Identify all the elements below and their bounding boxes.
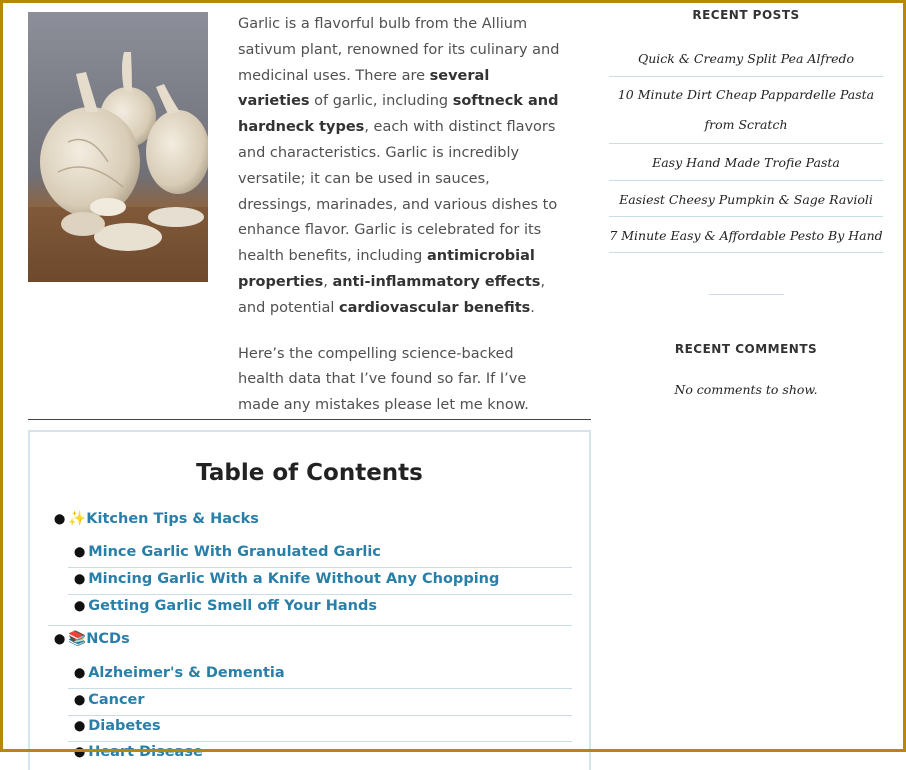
toc-separator: [68, 715, 572, 716]
intro-text-run: Garlic is a flavorful bulb from the Allium sativum plant, renowned for its culinary and medicinal uses. There are: [238, 16, 560, 84]
content-divider: [28, 419, 591, 420]
post-separator: [609, 216, 883, 217]
intro-paragraph-1: [238, 12, 560, 322]
intro-bold-phrase: softneck and hardneck types: [238, 93, 559, 136]
toc-separator: [68, 567, 572, 568]
toc-item-label: Heart Disease: [88, 744, 203, 760]
no-comments-text: No comments to show.: [674, 382, 818, 397]
intro-bold-phrase: anti-inflammatory effects: [332, 273, 541, 290]
toc-section-label: ✨Kitchen Tips & Hacks: [68, 511, 259, 527]
toc-section-separator: [48, 625, 572, 626]
intro-paragraph-2: Here’s the compelling science-backed health data that I’ve found so far. If I’ve made any mistakes please let me know.: [238, 345, 529, 414]
toc-section-link[interactable]: [54, 630, 130, 647]
toc-section-label: 📚NCDs: [68, 631, 130, 647]
toc-item-link[interactable]: [74, 665, 285, 681]
toc-item-label: Mincing Garlic With a Knife Without Any Chopping: [88, 571, 500, 587]
intro-text-run: ,: [323, 273, 333, 290]
post-separator: [609, 143, 883, 144]
toc-item-link[interactable]: [74, 718, 161, 734]
bullet-icon: ⬤: [74, 747, 86, 758]
intro-text-run: of garlic, including: [309, 93, 453, 110]
intro-bold-phrase: several varieties: [238, 67, 490, 110]
bullet-icon: ⬤: [54, 634, 66, 645]
intro-bold-phrase: cardiovascular benefits: [339, 299, 531, 316]
toc-item-label: Mince Garlic With Granulated Garlic: [88, 544, 381, 560]
bullet-icon: ⬤: [54, 514, 66, 525]
bullet-icon: ⬤: [74, 601, 86, 612]
recent-post-link[interactable]: Quick & Creamy Split Pea Alfredo: [637, 51, 854, 66]
toc-item-link[interactable]: [74, 571, 499, 587]
post-separator: [609, 252, 883, 253]
toc-separator: [68, 688, 572, 689]
bullet-icon: ⬤: [74, 547, 86, 558]
intro-bold-phrase: antimicrobial properties: [238, 248, 535, 290]
recent-comments-title: RECENT COMMENTS: [674, 342, 818, 356]
sidebar-divider: [709, 294, 784, 295]
toc-item-label: Cancer: [88, 692, 145, 708]
table-of-contents: [28, 430, 591, 770]
garlic-photo: [28, 12, 208, 282]
bullet-icon: ⬤: [74, 574, 86, 585]
toc-item-link[interactable]: [74, 744, 203, 760]
toc-separator: [68, 741, 572, 742]
toc-item-link[interactable]: [74, 544, 381, 560]
toc-section-link[interactable]: [54, 510, 259, 527]
bullet-icon: ⬤: [74, 668, 86, 679]
toc-item-label: Diabetes: [88, 718, 161, 734]
recent-post-link[interactable]: Easiest Cheesy Pumpkin & Sage Ravioli: [619, 192, 873, 207]
intro-text: [238, 12, 560, 439]
toc-separator: [68, 594, 572, 595]
bullet-icon: ⬤: [74, 695, 86, 706]
intro-text-run: , and potential: [238, 273, 546, 316]
toc-item-label: Getting Garlic Smell off Your Hands: [88, 598, 377, 614]
post-separator: [609, 76, 883, 77]
post-separator: [609, 180, 883, 181]
intro-text-run: , each with distinct flavors and characteristics. Garlic is incredibly versatile; it can be used in sauces, dressings, marinades, and various dishes to enhance flavor. Garlic is celebrated for its health benefits, including: [238, 119, 558, 265]
toc-item-link[interactable]: [74, 598, 377, 614]
recent-post-link[interactable]: Easy Hand Made Trofie Pasta: [652, 155, 840, 170]
toc-item-label: Alzheimer's & Dementia: [88, 665, 285, 681]
recent-posts-title: RECENT POSTS: [692, 8, 800, 22]
bullet-icon: ⬤: [74, 721, 86, 732]
toc-title: Table of Contents: [196, 460, 423, 486]
recent-post-link[interactable]: 10 Minute Dirt Cheap Pappardelle Pasta from Scratch: [617, 87, 875, 132]
recent-post-link[interactable]: 7 Minute Easy & Affordable Pesto By Hand: [609, 228, 883, 243]
toc-item-link[interactable]: [74, 692, 145, 708]
intro-text-run: .: [530, 299, 535, 316]
